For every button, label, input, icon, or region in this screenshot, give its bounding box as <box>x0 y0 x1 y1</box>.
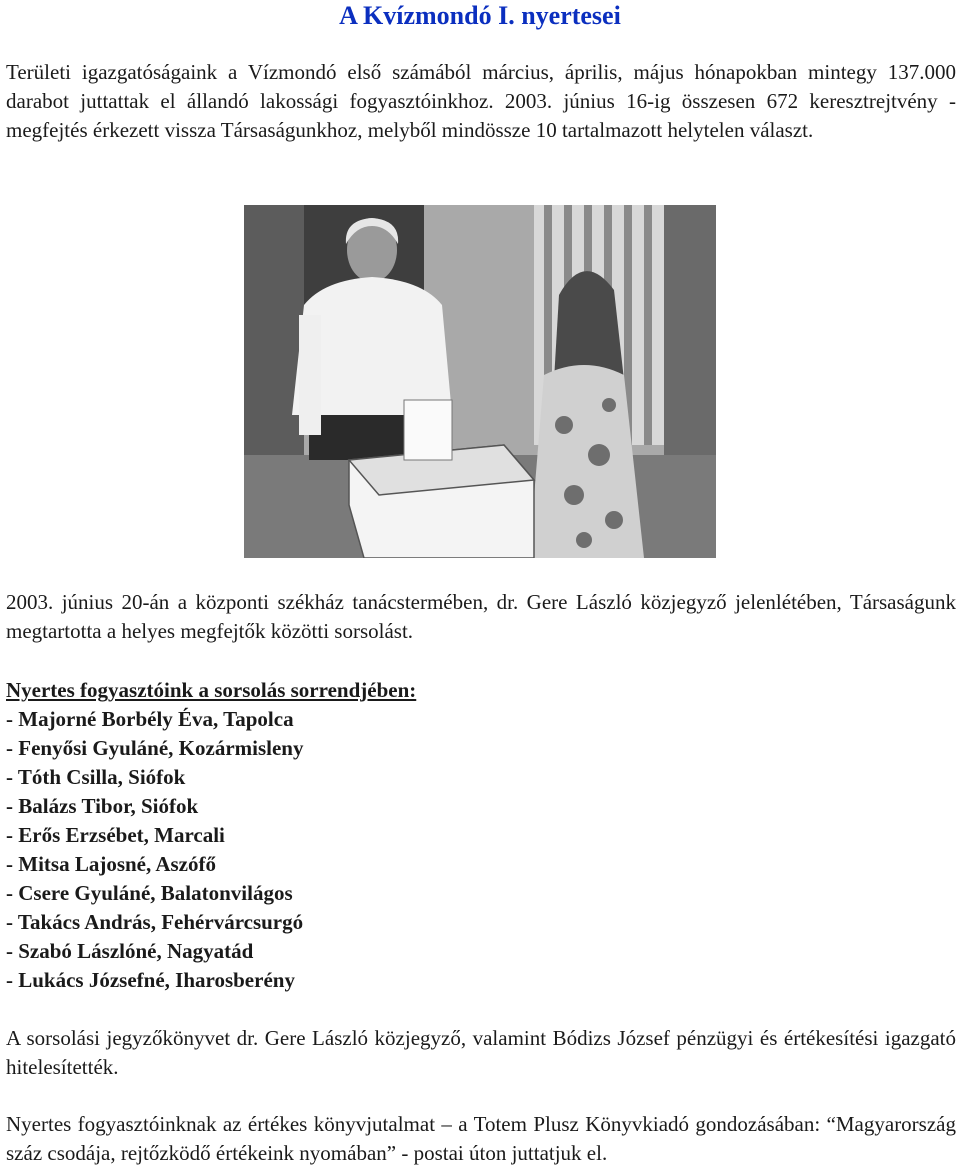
photo-caption: 2003. június 20-án a központi székház tanácstermében, dr. Gere László közjegyző jelenlétében, Társaságunk megtartotta a helyes megfejtők közötti sorsolást. <box>6 590 956 643</box>
list-item: - Szabó Lászlóné, Nagyatád <box>6 939 254 963</box>
list-item: - Lukács Józsefné, Iharosberény <box>6 968 295 992</box>
winners-list <box>6 676 956 995</box>
page-title: A Kvízmondó I. nyertesei <box>339 1 621 30</box>
list-item: - Fenyősi Gyuláné, Kozármisleny <box>6 736 304 760</box>
winners-heading: Nyertes fogyasztóink a sorsolás sorrendjében: <box>6 678 417 702</box>
list-item: - Mitsa Lajosné, Aszófő <box>6 852 216 876</box>
intro-paragraph: Területi igazgatóságaink a Vízmondó első számából március, április, május hónapokban mintegy 137.000 darabot juttattak el állandó lakossági fogyasztóinkhoz. 2003. június 16-ig összesen 672 keresztrejtvény - megfejtés érkezett vissza Társaságunkhoz, melyből mindössze 10 tartalmazott helytelen választ. <box>6 60 956 142</box>
list-item: - Csere Gyuláné, Balatonvilágos <box>6 881 293 905</box>
list-item: - Balázs Tibor, Siófok <box>6 794 199 818</box>
list-item: - Takács András, Fehérvárcsurgó <box>6 910 304 934</box>
certification-paragraph: A sorsolási jegyzőkönyvet dr. Gere László közjegyző, valamint Bódizs József pénzügyi és értékesítési igazgató hitelesítették. <box>6 1026 956 1079</box>
list-item: - Erős Erzsébet, Marcali <box>6 823 225 847</box>
list-item: - Tóth Csilla, Siófok <box>6 765 186 789</box>
prize-paragraph: Nyertes fogyasztóinknak az értékes könyvjutalmat – a Totem Plusz Könyvkiadó gondozásában: “Magyarország száz csodája, rejtőzködő értékeink nyomában” - postai úton juttatjuk el. <box>6 1112 956 1165</box>
prize-draw-photo <box>244 205 716 558</box>
list-item: - Majorné Borbély Éva, Tapolca <box>6 707 294 731</box>
